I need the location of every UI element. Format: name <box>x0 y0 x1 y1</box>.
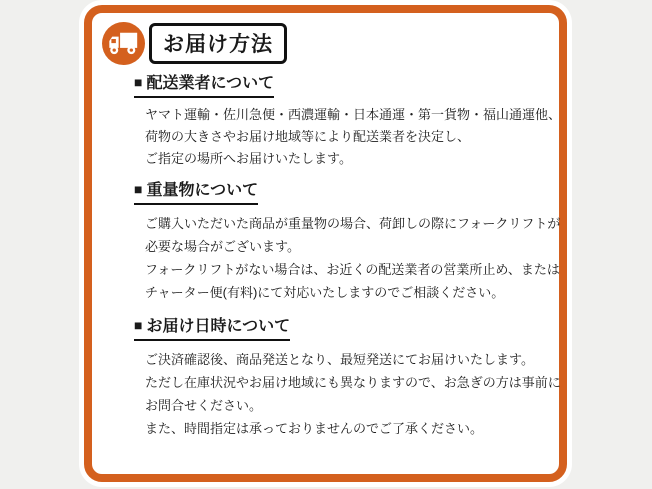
panel-header <box>102 22 287 65</box>
body-line: また、時間指定は承っておりませんのでご了承ください。 <box>145 421 484 436</box>
delivery-info-panel <box>84 5 567 482</box>
square-bullet-icon: ■ <box>134 181 143 197</box>
body-line: ご決済確認後、商品発送となり、最短発送にてお届けいたします。 <box>145 352 534 367</box>
section-heading-delivery-datetime <box>134 313 290 341</box>
section-heading-label: 配送業者について <box>146 75 275 92</box>
section-body-delivery-datetime <box>145 348 561 440</box>
section-heading-label: お届け日時について <box>146 318 291 335</box>
section-body-carriers <box>145 104 562 170</box>
square-bullet-icon: ■ <box>134 317 143 333</box>
section-delivery-datetime <box>92 313 561 440</box>
page-title: お届け方法 <box>149 23 287 64</box>
body-line: ご購入いただいた商品が重量物の場合、荷卸しの際にフォークリフトが <box>145 216 561 231</box>
body-line: ご指定の場所へお届けいたします。 <box>145 151 352 166</box>
body-line: ただし在庫状況やお届け地域にも異なりますので、お急ぎの方は事前に <box>145 375 561 390</box>
section-body-heavy-items <box>145 212 561 304</box>
body-line: お問合せください。 <box>145 398 263 413</box>
section-heavy-items <box>92 177 561 304</box>
body-line: チャーター便(有料)にて対応いたしますのでご相談ください。 <box>145 285 505 300</box>
section-heading-heavy-items <box>134 177 258 205</box>
body-line: フォークリフトがない場合は、お近くの配送業者の営業所止め、または <box>145 262 560 277</box>
body-line: 荷物の大きさやお届け地域等により配送業者を決定し、 <box>145 129 471 144</box>
truck-icon <box>102 22 145 65</box>
section-carriers <box>92 70 562 170</box>
body-line: ヤマト運輸・佐川急便・西濃運輸・日本通運・第一貨物・福山通運他、 <box>145 107 562 122</box>
section-heading-carriers <box>134 70 274 98</box>
section-heading-label: 重量物について <box>146 182 259 199</box>
square-bullet-icon: ■ <box>134 74 143 90</box>
body-line: 必要な場合がございます。 <box>145 239 300 254</box>
